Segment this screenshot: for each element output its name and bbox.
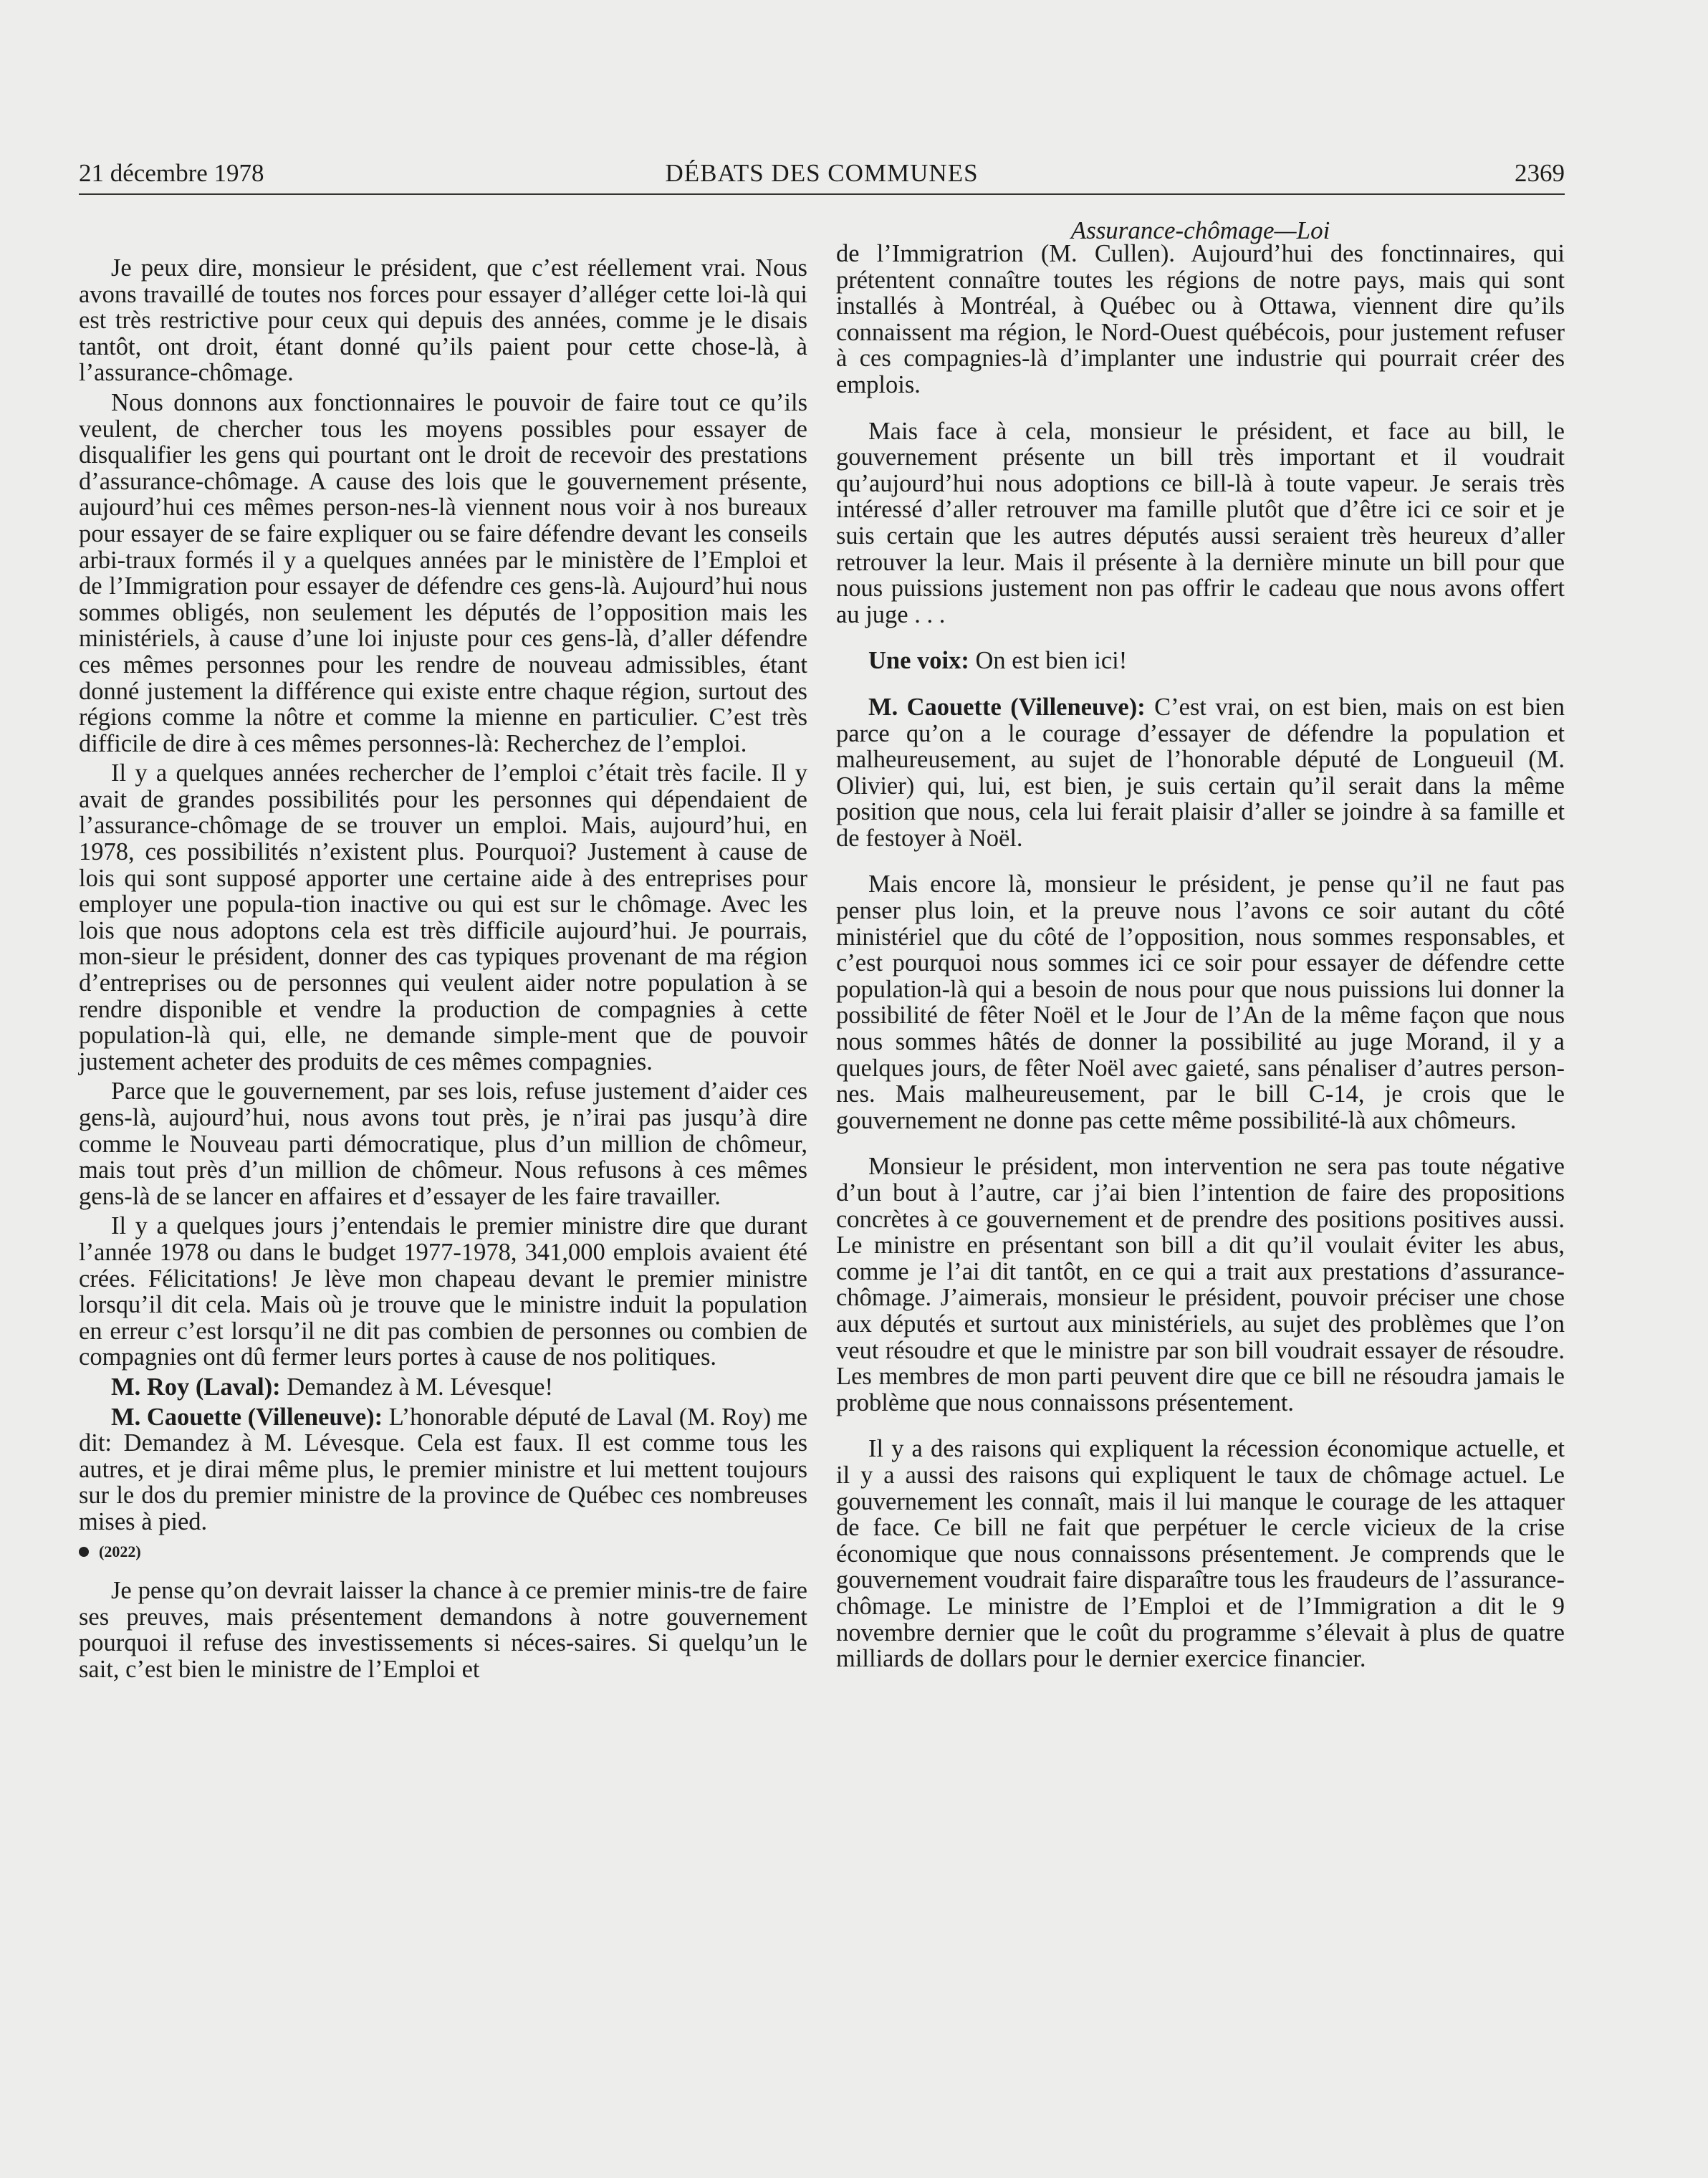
time-marker xyxy=(79,1539,807,1565)
paragraph: Il y a quelques jours j’entendais le premier ministre dire que durant l’année 1978 ou dans le budget 1977-1978, 341,000 emplois avaient été crées. Félicitations! Je lève mon chapeau devant le premier ministre lorsqu’il dit cela. Mais où je trouve que le ministre induit la population en erreur c’est lorsqu’il ne dit pas combien de personnes ou combien de compagnies ont dû fermer leurs portes à cause de nos politiques. xyxy=(79,1212,807,1371)
header-page-number: 2369 xyxy=(1515,159,1565,187)
paragraph: Monsieur le président, mon intervention ne sera pas toute négative d’un bout à l’autre, car j’ai bien l’intention de faire des propositions concrètes à ce gouvernement et de prendre des positions positives aussi. Le ministre en présentant son bill a dit qu’il voulait éviter les abus, comme je l’ai dit tantôt, en ce qui a trait aux prestations d’assurance-chômage. J’aimerais, monsieur le président, pouvoir préciser une chose aux députés et surtout aux ministériels, au sujet des problèmes que l’on veut résoudre et que le ministre par son bill voudrait essayer de résoudre. Les membres de mon parti peuvent dire que ce bill ne résoudra jamais le problème que nous connaissons présentement. xyxy=(836,1153,1565,1416)
speaker-name: Une voix: xyxy=(868,647,969,675)
speaker-name: M. Roy (Laval): xyxy=(111,1373,281,1401)
header-title: DÉBATS DES COMMUNES xyxy=(665,159,979,187)
time-marker-text: (2022) xyxy=(99,1542,141,1560)
paragraph: Je peux dire, monsieur le président, que c’est réellement vrai. Nous avons travaillé de toutes nos forces pour essayer d’alléger cette loi-là qui est très restrictive pour ceux qui depuis des années, comme je le disais tantôt, ont droit, étant donné qu’ils paient pour cette chose-là, à l’assurance-chômage. xyxy=(79,254,807,387)
page-header xyxy=(79,158,1565,189)
speech-caouette xyxy=(836,694,1565,852)
header-date: 21 décembre 1978 xyxy=(79,159,264,187)
header-rule xyxy=(79,193,1565,195)
paragraph: Nous donnons aux fonctionnaires le pouvoir de faire tout ce qu’ils veulent, de chercher tous les moyens possibles pour essayer de disqualifier les gens qui pourtant ont le droit de recevoir des prestations d’assurance-chômage. A cause des lois que le gouvernement présente, aujourd’hui ces mêmes person-nes-là viennent nous voir à nos bureaux pour essayer de se faire expliquer ou se faire défendre devant les conseils arbi-traux formés il y a quelques années par le ministère de l’Emploi et de l’Immigration pour essayer de défendre ces gens-là. Aujourd’hui nous sommes obligés, non seulement les députés de l’opposition mais les ministériels, à cause d’une loi injuste pour ces gens-là, d’aller défendre ces mêmes personnes pour les rendre de nouveau admissibles, étant donné justement la différence qui existe entre chaque région, surtout des régions comme la nôtre et comme la mienne en particulier. C’est très difficile de dire à ces mêmes personnes-là: Recherchez de l’emploi. xyxy=(79,388,807,757)
left-column xyxy=(79,255,807,1686)
paragraph: Je pense qu’on devrait laisser la chance à ce premier minis-tre de faire ses preuves, mais présentement demandons à notre gouvernement pourquoi il refuse des investissements si néces-saires. Si quelqu’un le sait, c’est bien le ministre de l’Emploi et xyxy=(79,1577,807,1683)
speech-text: C’est vrai, on est bien, mais on est bien parce qu’on a le courage d’essayer de défendre la population et malheureusement, au sujet de l’honorable député de Longueuil (M. Olivier) qui, lui, est bien, je suis certain qu’il serait dans la même position que nous, cela lui ferait plaisir d’aller se joindre à sa famille et de festoyer à Noël. xyxy=(836,693,1565,852)
speech-text: On est bien ici! xyxy=(969,647,1128,675)
bullet-dot-icon xyxy=(79,1547,89,1557)
speech-caouette xyxy=(79,1404,807,1535)
speaker-name: M. Caouette (Villeneuve): xyxy=(111,1403,383,1431)
paragraph: Il y a des raisons qui expliquent la récession économique actuelle, et il y a aussi des raisons qui expliquent le taux de chômage actuel. Le gouvernement les connaît, mais il lui manque le courage de les attaquer de face. Ce bill ne fait que perpétuer le cercle vicieux de la crise économique que nous connaissons présentement. Je comprends que le gouvernement voudrait faire disparaître tous les fraudeurs de l’assurance-chômage. Le ministre de l’Emploi et de l’Immigration a dit le 9 novembre dernier que le coût du programme s’élevait à plus de quatre milliards de dollars pour le dernier exercice financier. xyxy=(836,1435,1565,1673)
speech-voice xyxy=(836,648,1565,674)
paragraph: Parce que le gouvernement, par ses lois, refuse justement d’aider ces gens-là, aujourd’hui, nous avons tout près, je n’irai pas jusqu’à dire comme le Nouveau parti démocratique, plus d’un million de chômeur, mais tout près d’un million de chômeur. Nous refusons à ces mêmes gens-là de se lancer en affaires et d’essayer de les faire travailler. xyxy=(79,1078,807,1210)
paragraph: Il y a quelques années rechercher de l’emploi c’était très facile. Il y avait de grandes possibilités pour les personnes qui dépendaient de l’assurance-chômage de se trouver un emploi. Mais, aujourd’hui, en 1978, ces possibilités n’existent plus. Pourquoi? Justement à cause de lois qui sont supposé apporter une certaine aide à des entreprises pour employer une popula-tion inactive ou qui est sur le chômage. Avec les lois que nous adoptons cela est très difficile aujourd’hui. Je pourrais, mon-sieur le président, donner des cas typiques provenant de ma région d’entreprises ou de personnes qui veulent aider notre population à se rendre disponible et vendre la production de compagnies à cette population-là qui, elle, ne demande simple-ment que de pouvoir justement acheter des produits de ces mêmes compagnies. xyxy=(79,759,807,1075)
speech-roy xyxy=(79,1374,807,1401)
right-column xyxy=(836,241,1565,1692)
speech-text: L’honorable député de Laval (M. Roy) me dit: Demandez à M. Lévesque. Cela est faux. Il est comme tous les autres, et je dirai même plus, le premier ministre et lui mettent toujours sur le dos du premier ministre de la province de Québec ces nombreuses mises à pied. xyxy=(79,1403,808,1535)
paragraph: Mais face à cela, monsieur le président, et face au bill, le gouvernement présente un bill très important et il voudrait qu’aujourd’hui nous adoptions ce bill-là à toute vapeur. Je serais très intéressé d’aller retrouver ma famille plutôt que d’être ici ce soir et je suis certain que les autres députés aussi seraient très heureux d’aller retrouver la leur. Mais il présente à la dernière minute un bill pour que nous puissions justement non pas offrir le cadeau que nous avons offert au juge . . . xyxy=(836,417,1565,628)
running-title: Assurance-chômage—Loi xyxy=(1070,216,1330,244)
paragraph: Mais encore là, monsieur le président, je pense qu’il ne faut pas penser plus loin, et la preuve nous l’avons ce soir autant du côté ministériel que du côté de l’opposition, nous sommes responsables, et c’est pourquoi nous sommes ici ce soir pour essayer de défendre cette population-là qui a besoin de nous pour que nous puissions lui donner la possibilité de fêter Noël et le Jour de l’An de la même façon que nous nous sommes hâtés de donner la possibilité au juge Morand, il y a quelques jours, de fêter Noël avec gaieté, sans pénaliser d’autres person-nes. Mais malheureusement, par le bill C-14, je crois que le gouvernement ne donne pas cette même possibilité-là aux chômeurs. xyxy=(836,870,1565,1134)
speech-text: Demandez à M. Lévesque! xyxy=(280,1373,553,1401)
paragraph: de l’Immigratrion (M. Cullen). Aujourd’hui des fonctinnaires, qui prétentent connaître toutes les régions de notre pays, mais qui sont installés à Montréal, à Québec ou à Ottawa, viennent dire qu’ils connaissent ma région, le Nord-Ouest québécois, pour justement refuser à ces compagnies-là d’implanter une industrie qui pourrait créer des emplois. xyxy=(836,240,1565,398)
speaker-name: M. Caouette (Villeneuve): xyxy=(868,693,1146,721)
